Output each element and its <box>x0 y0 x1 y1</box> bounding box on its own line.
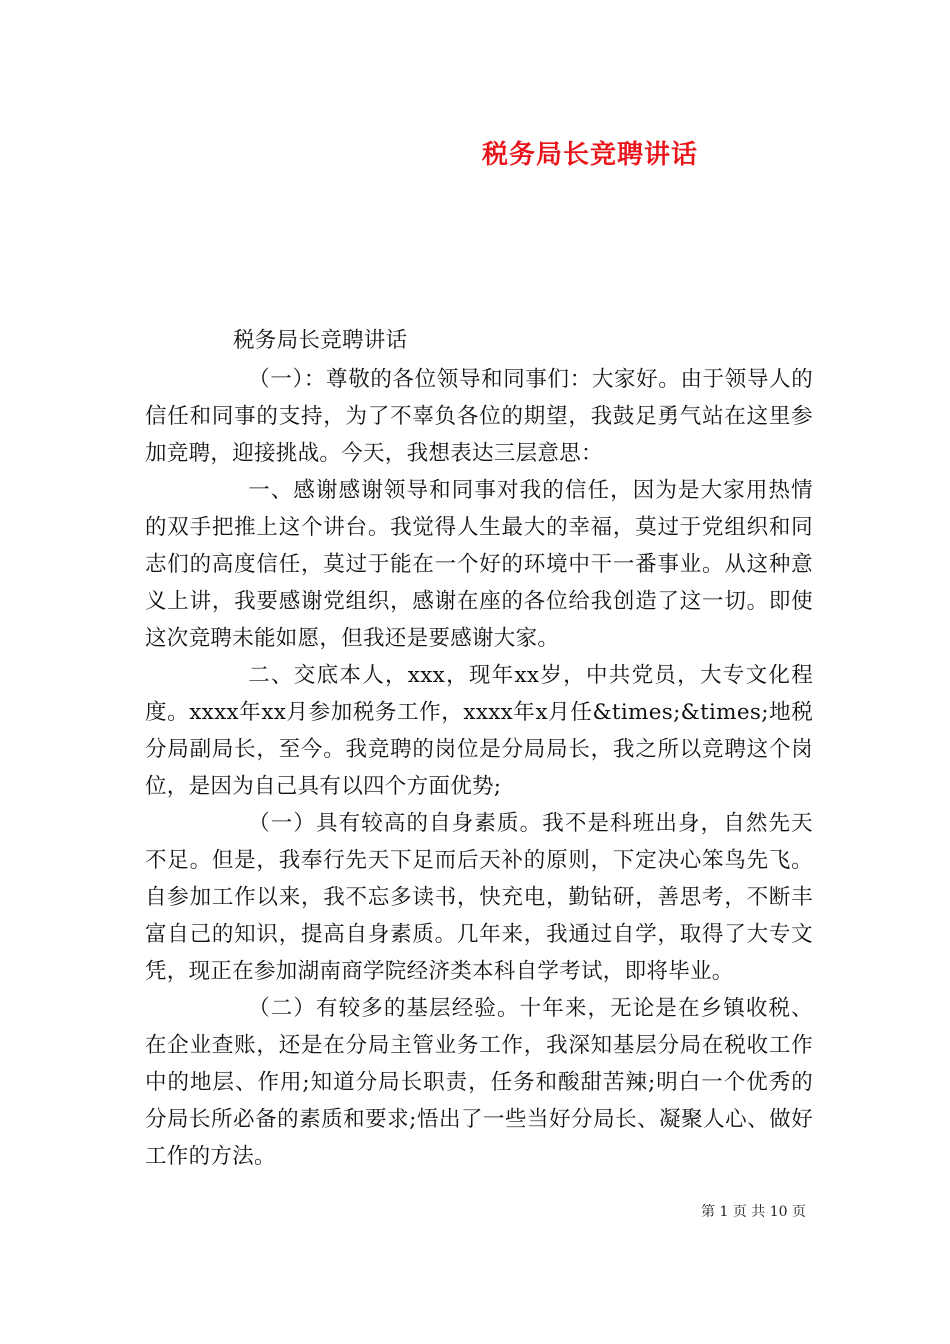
paragraph-thanks: 一、感谢感谢领导和同事对我的信任，因为是大家用热情的双手把推上这个讲台。我觉得人生最大的幸福，莫过于党组织和同志们的高度信任，莫过于能在一个好的环境中干一番事业。从这种意义上讲，我要感谢党组织，感谢在座的各位给我创造了这一切。即使这次竞聘未能如愿，但我还是要感谢大家。 <box>145 478 813 651</box>
page-number: 第 1 页 共 10 页 <box>701 1204 806 1220</box>
document-title: 税务局长竞聘讲话 <box>481 140 698 170</box>
document-subtitle: 税务局长竞聘讲话 <box>233 328 408 353</box>
paragraph-quality: （一）具有较高的自身素质。我不是科班出身，自然先天不足。但是，我奉行先天下足而后天补的原则，下定决心笨鸟先飞。自参加工作以来，我不忘多读书，快充电，勤钻研，善思考，不断丰富自己的知识，提高自身素质。几年来，我通过自学，取得了大专文凭，现正在参加湖南商学院经济类本科自学考试，即将毕业。 <box>145 811 813 984</box>
paragraph-experience: （二）有较多的基层经验。十年来，无论是在乡镇收税、在企业查账，还是在分局主管业务工作，我深知基层分局在税收工作中的地层、作用;知道分局长职责，任务和酸甜苦辣;明白一个优秀的分局长所必备的素质和要求;悟出了一些当好分局长、凝聚人心、做好工作的方法。 <box>145 996 813 1169</box>
paragraph-introduction: 二、交底本人，xxx，现年xx岁，中共党员，大专文化程度。xxxx年xx月参加税务工作，xxxx年x月任&times;&times;地税分局副局长，至今。我竞聘的岗位是分局局长，我之所以竞聘这个岗位，是因为自己具有以四个方面优势; <box>145 663 813 799</box>
paragraph-greeting: （一）：尊敬的各位领导和同事们：大家好。由于领导人的信任和同事的支持，为了不辜负各位的期望，我鼓足勇气站在这里参加竞聘，迎接挑战。今天，我想表达三层意思： <box>145 367 813 466</box>
document-body <box>145 322 813 1175</box>
